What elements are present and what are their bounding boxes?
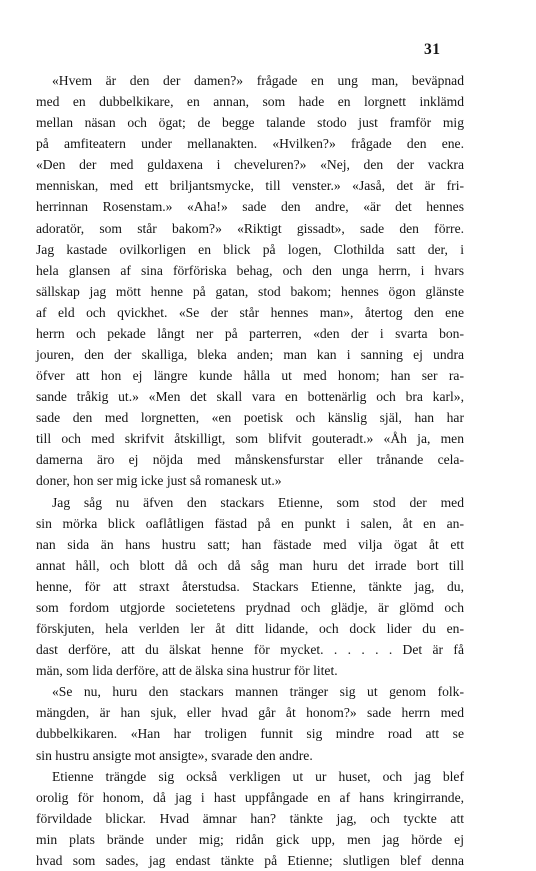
text-line: män, som lida derföre, att de älska sina hustrur för litet.	[36, 663, 338, 679]
text-line: till och med skrifvit åtskilligt, som blifvit gouteradt.» «Åh ja, men	[36, 431, 464, 447]
text-line: dubbelkikaren. «Han har troligen funnit sig mindre road att se	[36, 726, 464, 742]
body-text	[36, 70, 464, 871]
text-line: «Se nu, huru den stackars mannen tränger sig ut genom folk-	[52, 684, 464, 700]
text-line: Jag kastade ovilkorligen en blick på logen, Clothilda satt der, i	[36, 241, 464, 257]
text-line: herrinnan Rosenstam.» «Aha!» sade den andre, «är det hennes	[36, 199, 464, 215]
text-line: min plats brände under mig; ridån gick upp, men jag hörde ej	[36, 831, 464, 847]
page-number: 31	[424, 41, 441, 58]
text-line: annat håll, och blott då och då såg man huru det irrade bort till	[36, 557, 464, 573]
text-line: öfver att hon ej längre kunde hålla ut med honom; han ser ra-	[36, 368, 464, 384]
text-line: damerna äro ej nöjda med månskensfurstar eller trånande cela-	[36, 452, 464, 468]
text-line: hela glansen af sina förföriska behag, och den unga herrn, i hvars	[36, 262, 464, 278]
text-line: som fordom utgjorde societetens prydnad och glädje, är glömd och	[36, 599, 464, 615]
text-line: «Hvem är den der damen?» frågade en ung man, beväpnad	[52, 73, 464, 88]
text-line: förskjuten, hela verlden ler åt ditt lidande, och dock lider du en-	[36, 621, 464, 637]
text-line: dast derföre, att du älskat henne för mycket. . . . . . Det är få	[36, 642, 464, 658]
text-line: henne, för att straxt återstudsa. Stackars Etienne, tänkte jag, du,	[36, 578, 464, 594]
text-line: Jag såg nu äfven den stackars Etienne, som stod der med	[52, 494, 464, 510]
text-line: doner, hon ser mig icke just så romanesk ut.»	[36, 473, 282, 489]
text-line: nan sida än hans hustru satt; han fästade med vilja ögat åt ett	[36, 536, 464, 552]
text-line: mellan näsan och ögat; de begge talande stodo just framför mig	[36, 115, 464, 131]
text-line: mängden, är han sjuk, eller hvad går åt honom?» sade herrn med	[36, 705, 464, 721]
text-line: hvad som sades, jag endast tänkte på Etienne; slutligen blef denna	[36, 852, 464, 868]
text-line: sällskap jag mött henne på gatan, stod bakom; hennes ögon glänste	[36, 283, 464, 299]
text-line: förvildade blickar. Hvad ämnar han? tänkte jag, och tyckte att	[36, 810, 464, 826]
text-line: Etienne trängde sig också verkligen ut ur huset, och jag blef	[52, 768, 464, 784]
text-line: sande tråkig ut.» «Men det skall vara en bottenärlig och bra karl»,	[36, 389, 464, 405]
text-line: sin mörka blick oaflåtligen fästad på en punkt i salen, åt en an-	[36, 515, 464, 531]
text-line: «Den der med guldaxena i cheveluren?» «Nej, den der vackra	[36, 157, 464, 173]
text-line: menniskan, med ett briljantsmycke, till venster.» «Jaså, det är fri-	[36, 178, 464, 194]
text-line: på amfiteatern under mellanakten. «Hvilken?» frågade den ene.	[36, 136, 464, 152]
text-line: sade den med lorgnetten, «en poetisk och känslig själ, han har	[36, 410, 464, 426]
text-line: med en dubbelkikare, en annan, som hade en lorgnett inklämd	[36, 94, 464, 110]
text-line: orolig för honom, då jag i hast uppfångade en af hans kringirrande,	[36, 789, 464, 805]
text-line: sin hustru ansigte mot ansigte», svarade den andre.	[36, 747, 313, 763]
text-line: af eld och qvickhet. «Se der står hennes man», återtog den ene	[36, 304, 464, 320]
text-line: jouren, den der skalliga, bleka anden; man kan i sanning ej undra	[36, 347, 464, 363]
text-line: herrn och pekade långt ner på parterren, «den der i svarta bon-	[36, 325, 464, 341]
text-line: adoratör, som står bakom?» «Riktigt gissadt», sade den förre.	[36, 220, 464, 236]
